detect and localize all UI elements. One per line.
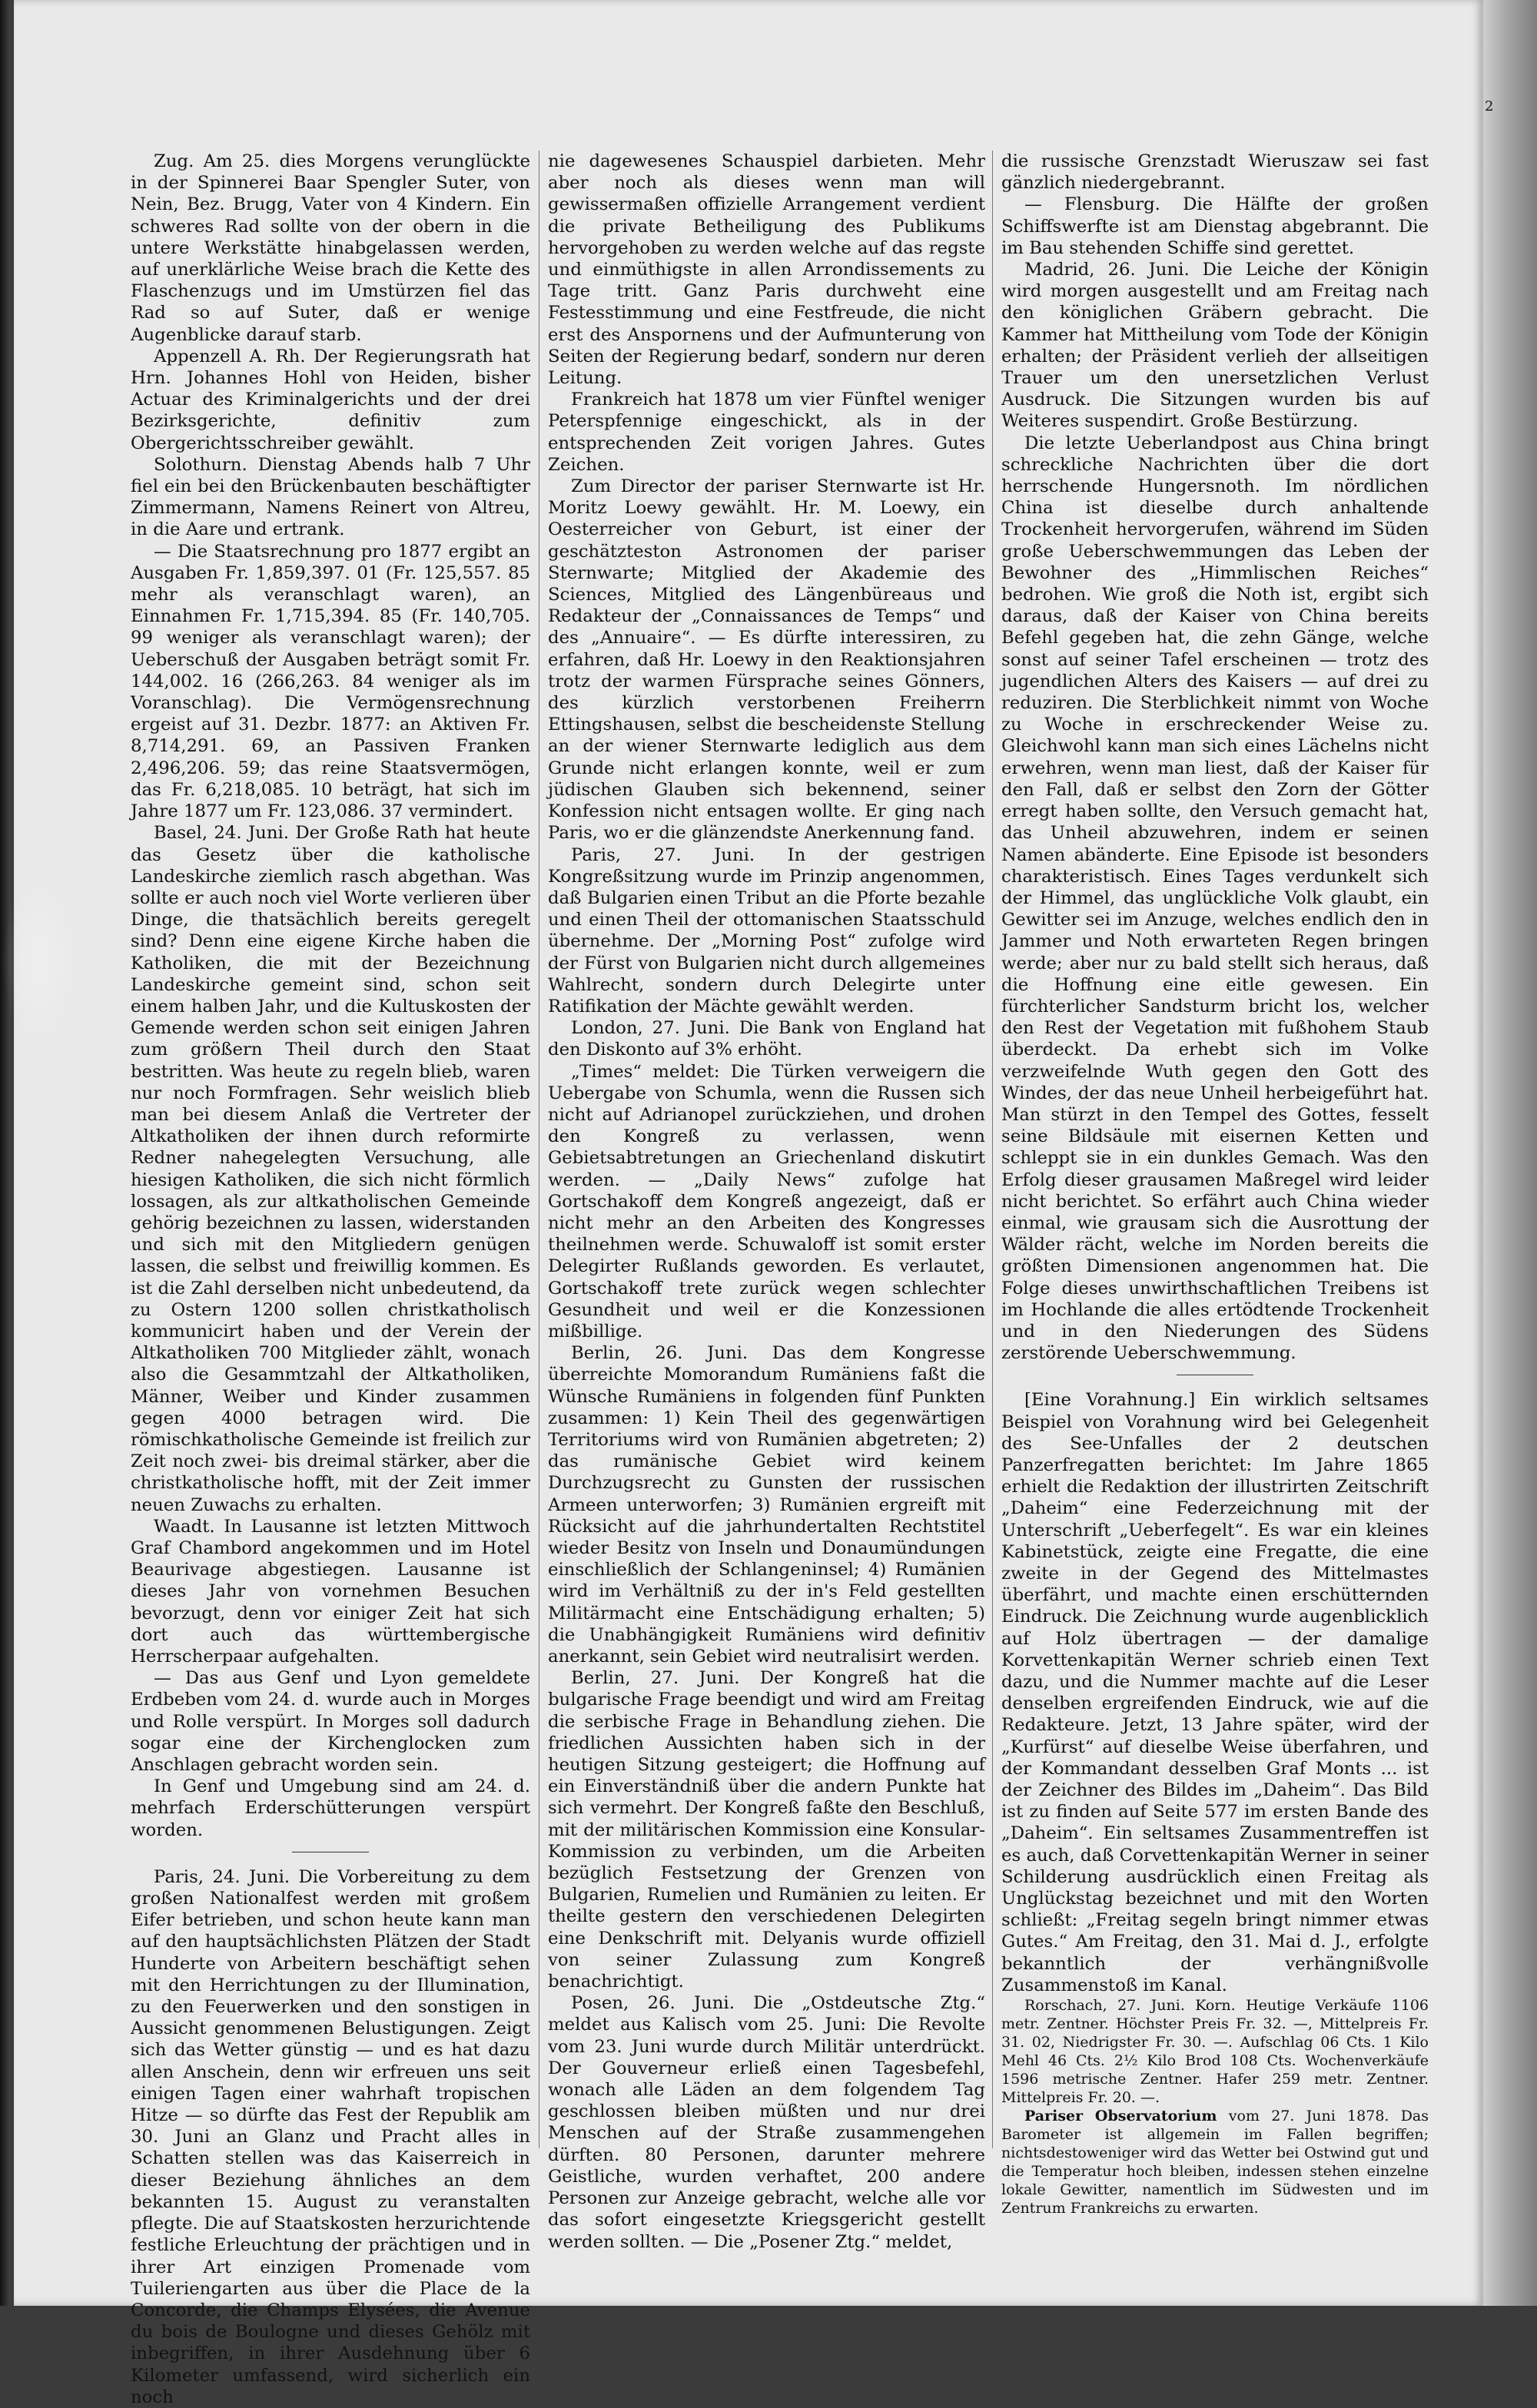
article-peterspfennige: Frankreich hat 1878 um vier Fünftel weniger Peterspfennige eingeschickt, als in der entsprechenden Zeit vorigen Jahres. Gutes Zeichen.: [548, 390, 985, 475]
article-appenzell: Appenzell A. Rh. Der Regierungsrath hat Hrn. Johannes Hohl von Heiden, bisher Actuar des Kriminalgerichts und der drei Bezirksgerichte, definitiv zum Obergerichtsschreiber gewählt.: [131, 346, 530, 453]
article-genf: In Genf und Umgebung sind am 24. d. mehrfach Erderschütterungen verspürt worden.: [131, 1776, 530, 1840]
article-vorahnung: [Eine Vorahnung.] Ein wirklich seltsames Beispiel von Vorahnung wird bei Gelegenheit des See-Unfalles der 2 deutschen Panzerfregatten berichtet: Im Jahre 1865 erhielt die Redaktion der illustrirten Zeitschrift „Daheim“ eine Federzeichnung mit der Unterschrift „Ueberfegelt“. Es war ein kleines Kabinetstück, zeigte eine Fregatte, die eine zweite in der Gegend des Mittelmastes überfährt, und machte einen erschütternden Eindruck. Die Zeichnung wurde augenblicklich auf Holz übertragen — der damalige Korvettenkapitän Werner schrieb einen Text dazu, und die Nummer machte auf die Leser denselben ergreifenden Eindruck, wie auf die Redakteure. Jetzt, 13 Jahre später, wird der „Kurfürst“ auf dieselbe Weise überfahren, und der Kommandant desselben Graf Monts ... ist der Zeichner des Bildes im „Daheim“. Das Bild ist zu finden auf Seite 577 im ersten Bande des „Daheim“. Ein seltsames Zusammentreffen ist es auch, daß Corvettenkapitän Werner in seiner Schilderung ausdrücklich einen Freitag als Unglückstag bezeichnet und mit den Worten schließt: „Freitag segeln bringt nimmer etwas Gutes.“ Am Freitag, den 31. Mai d. J., erfolgte bekanntlich der verhängnißvolle Zusammenstoß im Kanal.: [1001, 1390, 1429, 1995]
page-number: 2: [1485, 98, 1494, 114]
article-wieruszaw: die russische Grenzstadt Wieruszaw sei fast gänzlich niedergebrannt.: [1001, 151, 1429, 194]
scan-binding-shadow: [0, 0, 11, 2306]
article-solothurn: Solothurn. Dienstag Abends halb 7 Uhr fiel ein bei den Brückenbauten beschäftigter Zimmermann, Namens Reinert von Altreu, in die Aare und ertrank.: [131, 454, 530, 540]
article-erdbeben: — Das aus Genf und Lyon gemeldete Erdbeben vom 24. d. wurde auch in Morges und Rolle verspürt. In Morges soll dadurch sogar eine der Kirchenglocken zum Anschlagen gebracht worden sein.: [131, 1668, 530, 1776]
article-madrid: Madrid, 26. Juni. Die Leiche der Königin wird morgen ausgestellt und am Freitag nach den königlichen Gräbern gebracht. Die Kammer hat Mittheilung vom Tode der Königin erhalten; der Präsident verlieh der allseitigen Trauer um den unersetzlichen Verlust Ausdruck. Die Sitzungen wurden bis auf Weiteres suspendirt. Große Bestürzung.: [1001, 260, 1429, 432]
weather-report-title: Pariser Observatorium: [1024, 2108, 1217, 2125]
weather-report: [1001, 2107, 1429, 2217]
column-2: [548, 151, 985, 2290]
article-london: London, 27. Juni. Die Bank von England hat den Diskonto auf 3% erhöht.: [548, 1018, 985, 1060]
article-posen: Posen, 26. Juni. Die „Ostdeutsche Ztg.“ meldet aus Kalisch vom 25. Juni: Die Revolte vom 23. Juni wurde durch Militär unterdrückt. Der Gouverneur erließ einen Tagesbefehl, wonach alle Läden an dem folgendem Tag geschlossen bleiben müßten und nur drei Menschen auf der Straße zusammengehen dürften. 80 Personen, darunter mehrere Geistliche, wurden verhaftet, 200 andere Personen zur Anzeige gebracht, welche alle vor das sofort eingesetzte Kriegsgericht gestellt werden sollten. — Die „Posener Ztg.“ meldet,: [548, 1993, 985, 2252]
article-china: Die letzte Ueberlandpost aus China bringt schreckliche Nachrichten über die dort herrschende Hungersnoth. Im nördlichen China ist dieselbe durch anhaltende Trockenheit hervorgerufen, während im Süden große Ueberschwemmungen das Leben der Bewohner des „Himmlischen Reiches“ bedrohen. Wie groß die Noth ist, ergibt sich daraus, daß der Kaiser von China bereits Befehl gegeben hat, die zehn Gänge, welche sonst auf seiner Tafel erscheinen — trotz des jugendlichen Alters des Kaisers — auf drei zu reduziren. Die Sterblichkeit nimmt von Woche zu Woche in erschreckender Weise zu. Gleichwohl kann man sich eines Lächelns nicht erwehren, wenn man liest, daß der Kaiser für den Fall, daß er selbst den Zorn der Götter erregt haben sollte, den Versuch gemacht hat, das Unheil abzuwehren, indem er seinen Namen abänderte. Eine Episode ist besonders charakteristisch. Eines Tages verdunkelt sich der Himmel, das unglückliche Volk glaubt, ein Gewitter sei im Anzuge, welches endlich den in Jammer und Noth erwarteten Regen bringen werde; aber nur zu bald stellt sich heraus, daß die Hoffnung eine eitle gewesen. Ein fürchterlicher Sandsturm bricht los, welcher den Rest der Vegetation mit fußhohem Staub überdeckt. Da erhebt sich im Volke verzweifelnde Wuth gegen den Gott des Windes, der das neue Unheil herbeigeführt hat. Man stürzt in den Tempel des Gottes, fesselt seine Bildsäule mit eisernen Ketten und schleppt sie in ein dunkles Gemach. Was den Erfolg dieser grausamen Maßregel wird leider nicht berichtet. So erfährt auch China wieder einmal, wie grausam sich die Ausrottung der Wälder rächt, welche im Norden bereits die größten Dimensionen angenommen hat. Die Folge dieses unwirthschaftlichen Treibens ist im Hochlande die alles ertödtende Trockenheit und in den Niederungen des Südens zerstörende Ueberschwemmung.: [1001, 433, 1429, 1364]
article-waadt: Waadt. In Lausanne ist letzten Mittwoch Graf Chambord angekommen und im Hotel Beaurivage abgestiegen. Lausanne ist dieses Jahr von vornehmen Besuchen bevorzugt, denn vor einiger Zeit hat sich dort auch das württembergische Herrscherpaar aufgehalten.: [131, 1516, 530, 1667]
article-staatsrechnung: — Die Staatsrechnung pro 1877 ergibt an Ausgaben Fr. 1,859,397. 01 (Fr. 125,557. 85 mehr als veranschlagt waren), an Einnahmen Fr. 1,715,394. 85 (Fr. 140,705. 99 weniger als veranschlagt waren); der Ueberschuß der Ausgaben beträgt somit Fr. 144,002. 16 (266,263. 84 weniger als im Voranschlag). Die Vermögensrechnung ergeist auf 31. Dezbr. 1877: an Aktiven Fr. 8,714,291. 69, an Passiven Franken 2,496,206. 59; das reine Staatsvermögen, das Fr. 6,218,085. 10 beträgt, hat sich im Jahre 1877 um Fr. 123,086. 37 vermindert.: [131, 541, 530, 822]
article-berlin-26: Berlin, 26. Juni. Das dem Kongresse überreichte Momorandum Rumäniens faßt die Wünsche Rumäniens in folgenden fünf Punkten zusammen: 1) Kein Theil des gegenwärtigen Territoriums wird von Rumänien abgetreten; 2) das rumänische Gebiet wird keinem Durchzugsrecht zu Gunsten der russischen Armeen unterworfen; 3) Rumänien ergreift mit Rücksicht auf die jahrhundertalten Rechtstitel wieder Besitz von Inseln und Donaumündungen einschließlich der Schlangeninsel; 4) Rumänien wird im Verhältniß zu der in's Feld gestellten Militärmacht eine Entschädigung erhalten; 5) die Unabhängigkeit Rumäniens wird definitiv anerkannt, sein Gebiet wird neutralisirt werden.: [548, 1343, 985, 1667]
market-report-rorschach: Rorschach, 27. Juni. Korn. Heutige Verkäufe 1106 metr. Zentner. Höchster Preis Fr. 32. —, Mittelpreis Fr. 31. 02, Niedrigster Fr. 30. —. Aufschlag 06 Cts. 1 Kilo Mehl 46 Cts. 2½ Kilo Brod 108 Cts. Wochenverkäufe 1596 metrische Zentner. Hafer 259 metr. Zentner. Mittelpreis Fr. 20. —.: [1001, 1997, 1429, 2107]
column-3: [1001, 151, 1429, 2290]
weather-report-text: vom 27. Juni 1878. Das Barometer ist allgemein im Fallen begriffen; nichtsdestoweniger wird das Wetter bei Ostwind gut und die Temperatur hoch bleiben, indessen stehen einzelne lokale Gewitter, namentlich im Südwesten und im Zentrum Frankreichs zu erwarten.: [1001, 2108, 1429, 2217]
column-1: [131, 151, 530, 2407]
article-paris-27: Paris, 27. Juni. In der gestrigen Kongreßsitzung wurde im Prinzip angenommen, daß Bulgarien einen Tribut an die Pforte bezahle und einen Theil der ottomanischen Staatsschuld übernehme. Der „Morning Post“ zufolge wird der Fürst von Bulgarien nicht durch allgemeines Wahlrecht, sondern durch Delegirte unter Ratifikation der Mächte gewählt werden.: [548, 844, 985, 1017]
article-basel: Basel, 24. Juni. Der Große Rath hat heute das Gesetz über die katholische Landeskirche ziemlich rasch abgethan. Was sollte er auch noch viel Worte verlieren über Dinge, die thatsächlich bereits geregelt sind? Denn eine eigene Kirche haben die Katholiken, die mit der Bezeichnung Landeskirche gemeint sind, schon seit einem halben Jahr, und die Kultuskosten der Gemende werden schon seit einigen Jahren zum größern Theil durch den Staat bestritten. Was heute zu regeln blieb, waren nur noch Formfragen. Sehr weislich blieb man bei diesem Anlaß die Vertreter der Altkatholiken der ihnen durch reformirte Redner nahegelegten Versuchung, alle hiesigen Katholiken, die sich nicht förmlich lossagen, als zur altkatholischen Gemeinde gehörig bezeichnen zu lassen, widerstanden und sich mit den Mitgliedern genügen lassen, die selbst und freiwillig kommen. Es ist die Zahl derselben nicht unbedeutend, da zu Ostern 1200 sollen christkatholisch kommunicirt haben und der Verein der Altkatholiken 700 Mitglieder zählt, wonach also die Gesammtzahl der Altkatholiken, Männer, Weiber und Kinder zusammen gegen 4000 betragen wird. Die römischkatholische Gemeinde ist freilich zur Zeit noch zwei- bis dreimal stärker, aber die christkatholische hofft, mit der Zeit immer neuen Zuwachs zu erhalten.: [131, 823, 530, 1515]
article-zug: Zug. Am 25. dies Morgens verunglückte in der Spinnerei Baar Spengler Suter, von Nein, Bez. Brugg, Vater von 4 Kindern. Ein schweres Rad sollte von der obern in die untere Werkstätte hinabgelassen werden, auf unerklärliche Weise brach die Kette des Flaschenzugs und im Umstürzen fiel das Rad so auf Suter, daß er wenige Augenblicke darauf starb.: [131, 151, 530, 345]
article-berlin-27: Berlin, 27. Juni. Der Kongreß hat die bulgarische Frage beendigt und wird am Freitag die serbische Frage in Behandlung ziehen. Die friedlichen Aussichten haben sich in der heutigen Sitzung gesteigert; die Hoffnung auf ein Einverständniß über die andern Punkte hat sich vermehrt. Der Kongreß faßte den Beschluß, mit der militärischen Kommission eine Konsular-Kommission zu verbinden, um die Arbeiten bezüglich Festsetzung der Grenzen von Bulgarien, Rumelien und Rumänien zu leiten. Er theilte gestern den verschiedenen Delegirten eine Denkschrift mit. Delyanis wurde offiziell von seiner Zulassung zum Kongreß benachrichtigt.: [548, 1668, 985, 1992]
article-sternwarte: Zum Director der pariser Sternwarte ist Hr. Moritz Loewy gewählt. Hr. M. Loewy, ein Oesterreicher von Geburt, ist einer der geschätzteston Astronomen der pariser Sternwarte; Mitglied der Akademie des Sciences, Mitglied des Längenbüreaus und Redakteur der „Connaissances de Temps“ und des „Annuaire“. — Es dürfte interessiren, zu erfahren, daß Hr. Loewy in den Reaktionsjahren trotz der warmen Fürsprache seines Gönners, des kürzlich verstorbenen Freiherrn Ettingshausen, selbst die bescheidenste Stellung an der wiener Sternwarte lediglich aus dem Grunde nicht erlangen konnte, weil er zum jüdischen Glauben sich bekennend, seiner Konfession nicht entsagen wollte. Er ging nach Paris, wo er die glänzendste Anerkennung fand.: [548, 476, 985, 844]
article-paris-continued: nie dagewesenes Schauspiel darbieten. Mehr aber noch als dieses wenn man will gewissermaßen offizielle Arrangement verdient die private Betheiligung des Publikums hervorgehoben zu werden welche auf das regste und einmüthigste in allen Arrondissements zu Tage tritt. Ganz Paris durchweht eine Festesstimmung und eine Festfreude, die nicht erst des Anspornens und der Aufmunterung von Seiten der Regierung bedarf, sondern nur deren Leitung.: [548, 151, 985, 389]
article-flensburg: — Flensburg. Die Hälfte der großen Schiffswerfte ist am Dienstag abgebrannt. Die im Bau stehenden Schiffe sind gerettet.: [1001, 194, 1429, 258]
article-times: „Times“ meldet: Die Türken verweigern die Uebergabe von Schumla, wenn die Russen sich nicht auf Adrianopel zurückziehen, und drohen den Kongreß zu verlassen, wenn Gebietsabtretungen an Griechenland diskutirt werden. — „Daily News“ zufolge hat Gortschakoff dem Kongreß angezeigt, daß er nicht mehr an den Arbeiten des Kongresses theilnehmen werde. Schuwaloff ist somit erster Delegirter Rußlands geworden. Es verlautet, Gortschakoff trete zurück wegen schlechter Gesundheit und weil er die Konzessionen mißbillige.: [548, 1061, 985, 1342]
scan-smudge: [2, 876, 78, 1045]
article-paris-24: Paris, 24. Juni. Die Vorbereitung zu dem großen Nationalfest werden mit großem Eifer betrieben, und schon heute kann man auf den hauptsächlichsten Plätzen der Stadt Hunderte von Arbeitern beschäftigt sehen mit den Herrichtungen zu der Illumination, zu den Feuerwerken und den sonstigen in Aussicht genommenen Belustigungen. Zeigt sich das Wetter günstig — und es hat dazu allen Anschein, denn wir erfreuen uns seit einigen Tagen einer wahrhaft tropischen Hitze — so dürfte das Fest der Republik am 30. Juni an Glanz und Pracht alles in Schatten stellen was das Kaiserreich in dieser Beziehung ähnliches an dem bekannten 15. August zu veranstalten pflegte. Die auf Staatskosten herzurichtende festliche Erleuchtung der prächtigen und in ihrer Art einzigen Promenade vom Tuileriengarten aus über die Place de la Concorde, die Champs Elysées, die Avenue du bois de Boulogne und dieses Gehölz mit inbegriffen, in ihrer Ausdehnung über 6 Kilometer umfassend, wird sicherlich ein noch: [131, 1866, 530, 2407]
column-rule-2: [992, 151, 993, 2148]
page-edge: [1483, 0, 1537, 2306]
